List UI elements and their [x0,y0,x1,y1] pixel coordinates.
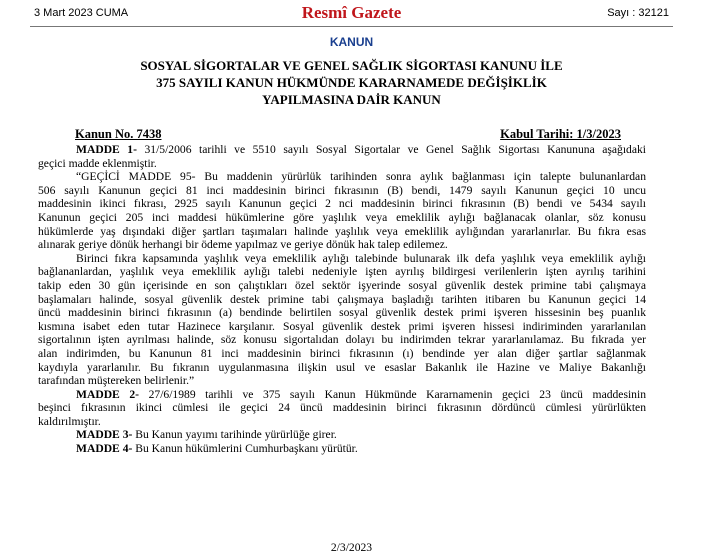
header-divider [30,26,673,27]
line-text: geçici madde eklenmiştir. [38,156,157,170]
body-line [38,238,646,252]
line-text: Bu Kanun yayımı tarihinde yürürlüğe girer. [132,428,337,442]
law-title-line: YAPILMASINA DAİR KANUN [262,92,441,107]
line-text: 506 sayılı Kanunun geçici 81 inci maddesinin birinci fıkrasının (B) bendi, 1479 sayılı Kanunun geçici 10 uncu [38,183,646,197]
line-text: maddesinin ikinci fıkrası, 2925 sayılı Kanunun geçici 2 nci maddesinin birinci fıkrasının (B) bendi ve 5434 sayılı [38,197,646,211]
body-line [38,252,646,266]
body-line [38,320,646,334]
body-line [38,265,646,279]
body-line [38,415,646,429]
article-label: MADDE 4- [76,442,133,456]
body-line [38,184,646,198]
line-text: takip eden 30 gün içerisinde en son çalıştıkları özel sektör işyerinde sosyal güvenlik destek primine tabi çalışmaya [38,278,646,292]
body-line [38,374,646,388]
line-text: sigortalının işten ayrılması halinde, söz konusu sigortalıdan dolayı bu indirimden tekrar yararlanılamaz. Bu fıkrada yer [38,333,646,347]
law-title [0,57,703,108]
section-label: KANUN [329,35,374,49]
body-line [38,170,646,184]
footer-date: 2/3/2023 [330,541,373,554]
body-line [38,428,646,442]
line-text: Kanunun geçici 205 inci maddesi hükümlerine göre yaşlılık veya emeklilik aylığı bağlanacak olanlar, söz konusu [38,210,646,224]
body-line [38,442,646,456]
body-line [38,333,646,347]
issue-number: Sayı : 32121 [607,7,669,19]
law-title-line: SOSYAL SİGORTALAR VE GENEL SAĞLIK SİGORTASI KANUNU İLE [140,58,563,73]
body-line [38,347,646,361]
body-line [38,361,646,375]
line-text: “GEÇİCİ MADDE 95- Bu maddenin yürürlük tarihinden sonra aylık bağlanması için talepte bulunanlardan [76,170,646,184]
line-text: bağlananlardan, yaşlılık veya emeklilik aylığı talebi nedeniyle işten ayrılış bildirgesi verilenlerin işten ayrılış tarihini [38,265,646,279]
line-text: hükümlerde yaş dışındaki diğer şartları taşımaları halinde yaşlılık veya emeklilik aylığından yararlanırlar. Bu fıkra esas [38,224,646,238]
body-line [38,157,646,171]
body-line [38,279,646,293]
line-text: Bu Kanun hükümlerini Cumhurbaşkanı yürütür. [132,442,358,456]
line-text: kaydıyla yararlanılır. Bu fıkranın uygulanmasına ilişkin usul ve esaslar Bakanlık ile Hazine ve Maliye Bakanlığı [38,360,646,374]
line-text: alan indirimden, bu Kanunun 81 inci maddesinin birinci fıkrasının (ı) bendinde yer alan diğer şartlar sağlanmak [38,346,646,360]
article-label: MADDE 3- [76,428,133,442]
line-text: kaldırılmıştır. [38,414,101,428]
line-text: alınarak geriye dönük herhangi bir ödeme yapılmaz ve geriye dönük hak talep edilemez. [38,238,448,252]
body-line [38,143,646,157]
body-line [38,401,646,415]
gazette-title: Resmî Gazete [301,3,402,22]
body-line [38,306,646,320]
line-text: üncü maddesinin birinci fıkrasının (a) bendinde belirtilen sosyal güvenlik destek primi işveren hissesinin beş puanlık [38,306,646,320]
line-text: Birinci fıkra kapsamında yaşlılık veya emeklilik aylığı talebinde bulunarak ilk defa yaşlılık veya emeklilik aylığı [76,251,646,265]
law-body [38,143,646,456]
line-text: tarafından müştereken belirlenir.” [38,374,195,388]
body-line [38,197,646,211]
line-text: 31/5/2006 tarihli ve 5510 sayılı Sosyal Sigortalar ve Genel Sağlık Sigortası Kanununa aşağıdaki [136,143,646,156]
body-line [38,388,646,402]
article-label: MADDE 1- [76,143,137,156]
law-title-line: 375 SAYILI KANUN HÜKMÜNDE KARARNAMEDE DEĞİŞİKLİK [156,75,547,90]
line-text: başlamaları halinde, sosyal güvenlik destek primine tabi çalışmaya başladığı tarihten itibaren bu Kanunun geçici 14 [38,292,646,306]
line-text: 27/6/1989 tarihli ve 375 sayılı Kanun Hükmünde Kararnamenin geçici 23 üncü maddesinin [139,387,646,401]
issue-date: 3 Mart 2023 CUMA [34,7,129,19]
body-line [38,211,646,225]
gazette-header [0,0,703,28]
acceptance-date: Kabul Tarihi: 1/3/2023 [500,127,621,141]
article-label: MADDE 2- [76,387,140,401]
body-line [38,225,646,239]
law-meta [75,127,621,142]
law-number: Kanun No. 7438 [75,127,162,141]
line-text: kısmına isabet eden tutar Hazinece karşılanır. Sosyal güvenlik destek primi işveren hissesi indiriminden yararlanılan [38,319,646,333]
body-line [38,293,646,307]
line-text: beşinci fıkrasının ikinci cümlesi ile geçici 24 üncü maddesinin birinci fıkrasının dördüncü cümlesi yürürlükten [38,401,646,415]
